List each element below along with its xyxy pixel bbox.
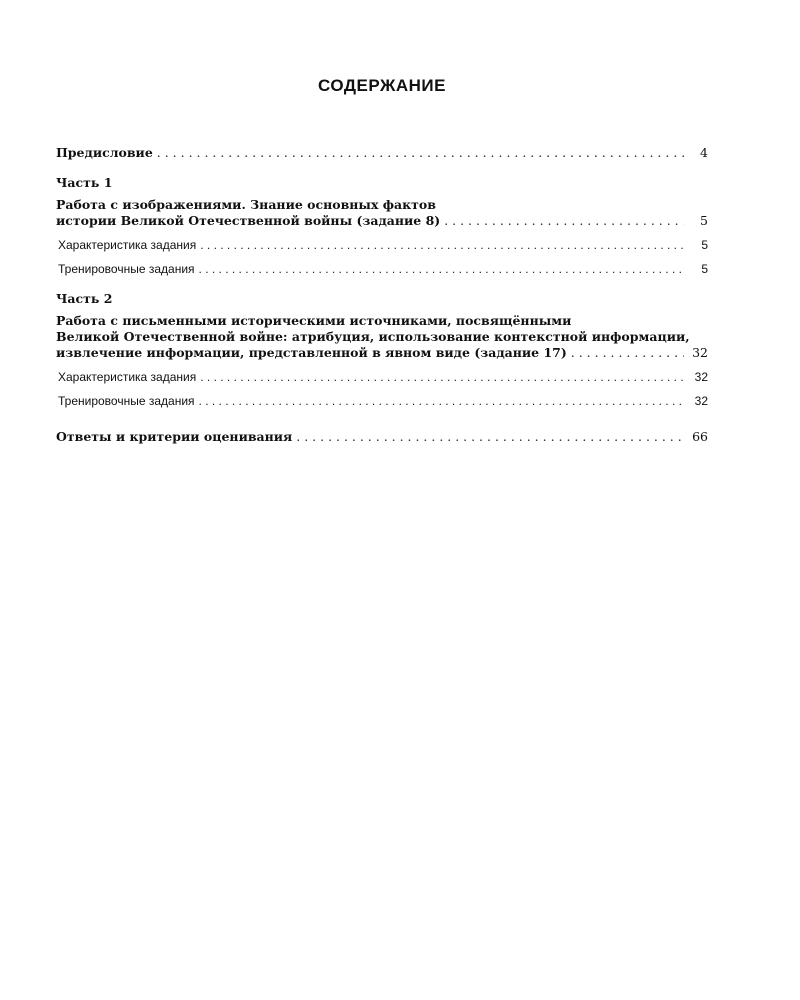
toc-entry-part1-training[interactable] <box>56 261 708 277</box>
toc-entry-label: Характеристика задания <box>58 238 197 252</box>
dot-leader <box>199 261 684 277</box>
toc-page-number: 32 <box>694 370 708 384</box>
toc-page-number: 66 <box>692 429 708 444</box>
part-2-heading: Часть 2 <box>56 291 113 306</box>
toc-page-number: 5 <box>700 213 708 228</box>
toc-entry-part2-section[interactable] <box>56 313 708 361</box>
table-of-contents <box>56 145 708 445</box>
page-title: СОДЕРЖАНИЕ <box>318 76 446 95</box>
toc-entry-line: извлечение информации, представленной в явном виде (задание 17) <box>56 345 567 360</box>
dot-leader <box>296 429 684 445</box>
toc-entry-answers[interactable] <box>56 429 708 445</box>
dot-leader <box>157 145 684 161</box>
toc-entry-part2-characteristic[interactable] <box>56 369 708 385</box>
toc-entry-part2-training[interactable] <box>56 393 708 409</box>
toc-entry-preface[interactable] <box>56 145 708 161</box>
toc-entry-label: Характеристика задания <box>58 370 197 384</box>
toc-entry-part1-characteristic[interactable] <box>56 237 708 253</box>
toc-entry-label: Тренировочные задания <box>58 262 195 276</box>
dot-leader <box>444 213 684 229</box>
toc-page-number: 5 <box>701 238 708 252</box>
toc-entry-line: Великой Отечественной войне: атрибуция, использование контекстной информации, <box>56 329 690 344</box>
part-1-heading: Часть 1 <box>56 175 113 190</box>
toc-entry-line: истории Великой Отечественной войны (задание 8) <box>56 213 441 228</box>
toc-page-number: 32 <box>694 394 708 408</box>
toc-entry-label: Предисловие <box>56 145 153 160</box>
dot-leader <box>200 369 684 385</box>
dot-leader <box>571 345 684 361</box>
toc-entry-label: Тренировочные задания <box>58 394 195 408</box>
toc-page-number: 5 <box>701 262 708 276</box>
toc-entry-line: Работа с письменными историческими источниками, посвящёнными <box>56 313 572 328</box>
dot-leader <box>199 393 684 409</box>
toc-entry-part1-section[interactable] <box>56 197 708 229</box>
toc-page-number: 32 <box>692 345 708 360</box>
toc-page-number: 4 <box>700 145 708 160</box>
dot-leader <box>200 237 684 253</box>
toc-entry-line: Работа с изображениями. Знание основных фактов <box>56 197 436 212</box>
toc-entry-label: Ответы и критерии оценивания <box>56 429 293 444</box>
